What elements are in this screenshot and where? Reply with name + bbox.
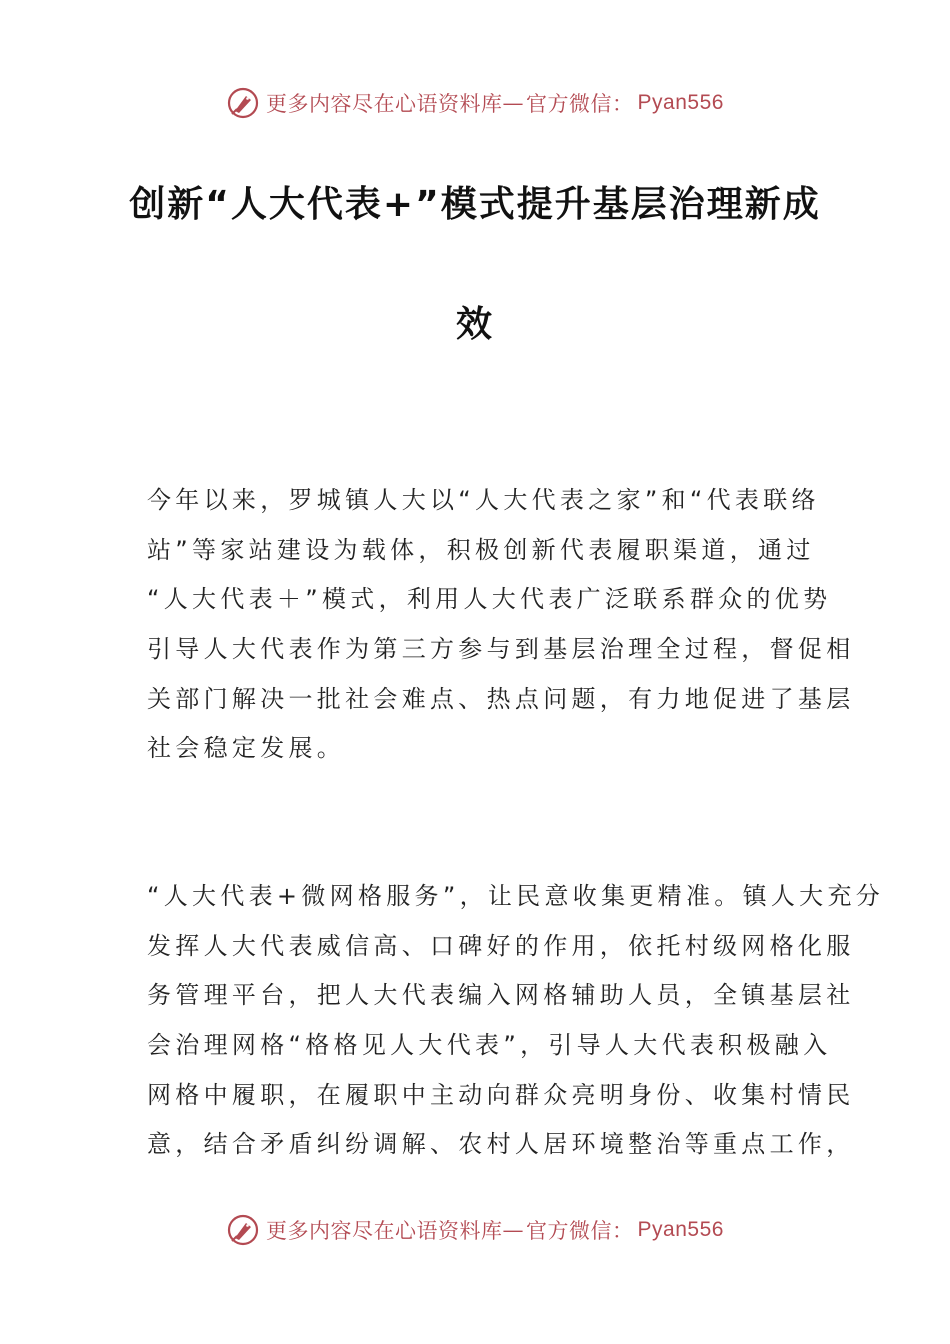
body-paragraph-2 xyxy=(147,872,885,1170)
paragraph-line: 发挥人大代表威信高、口碑好的作用，依托村级网格化服 xyxy=(147,931,855,960)
paragraph-line: 会治理网格“格格见人大代表”，引导人大代表积极融入 xyxy=(147,1031,832,1060)
body-paragraph-1 xyxy=(147,476,855,774)
watermark-wechat-id: Pyan556 xyxy=(637,1218,724,1241)
watermark-wechat-label: 官方微信： xyxy=(526,92,634,116)
document-title-line-2: 效 xyxy=(455,304,494,345)
paragraph-line: 网格中履职，在履职中主动向群众亮明身份、收集村情民 xyxy=(147,1080,855,1109)
pen-nib-circle-icon xyxy=(226,86,260,120)
paragraph-line: “人大代表+微网格服务”，让民意收集更精准。镇人大充分 xyxy=(147,882,885,910)
watermark-wechat-id: Pyan556 xyxy=(637,91,724,114)
paragraph-line: 关部门解决一批社会难点、热点问题，有力地促进了基层 xyxy=(147,684,855,713)
watermark-main-text: 更多内容尽在心语资料库 xyxy=(266,1219,503,1243)
watermark-dash: — xyxy=(502,91,525,115)
paragraph-line: 今年以来，罗城镇人大以“人大代表之家”和“代表联络 xyxy=(147,486,820,514)
header-watermark-banner xyxy=(0,83,950,123)
paragraph-line: 站”等家站建设为载体，积极创新代表履职渠道，通过 xyxy=(147,535,815,564)
paragraph-line: 务管理平台，把人大代表编入网格辅助人员，全镇基层社 xyxy=(147,981,855,1010)
paragraph-line: 社会稳定发展。 xyxy=(147,734,346,763)
paragraph-line: 意，结合矛盾纠纷调解、农村人居环境整治等重点工作， xyxy=(147,1130,855,1159)
watermark-dash: — xyxy=(502,1218,525,1242)
pen-nib-circle-icon xyxy=(226,1213,260,1247)
watermark-wechat-label: 官方微信： xyxy=(526,1219,634,1243)
watermark-main-text: 更多内容尽在心语资料库 xyxy=(266,92,503,116)
document-title-line-1: 创新“人大代表+”模式提升基层治理新成 xyxy=(129,184,821,225)
paragraph-line: “人大代表＋”模式，利用人大代表广泛联系群众的优势 xyxy=(147,585,832,614)
footer-watermark-banner xyxy=(0,1210,950,1250)
watermark-text xyxy=(266,1215,724,1245)
paragraph-line: 引导人大代表作为第三方参与到基层治理全过程，督促相 xyxy=(147,635,855,664)
watermark-text xyxy=(266,88,724,118)
